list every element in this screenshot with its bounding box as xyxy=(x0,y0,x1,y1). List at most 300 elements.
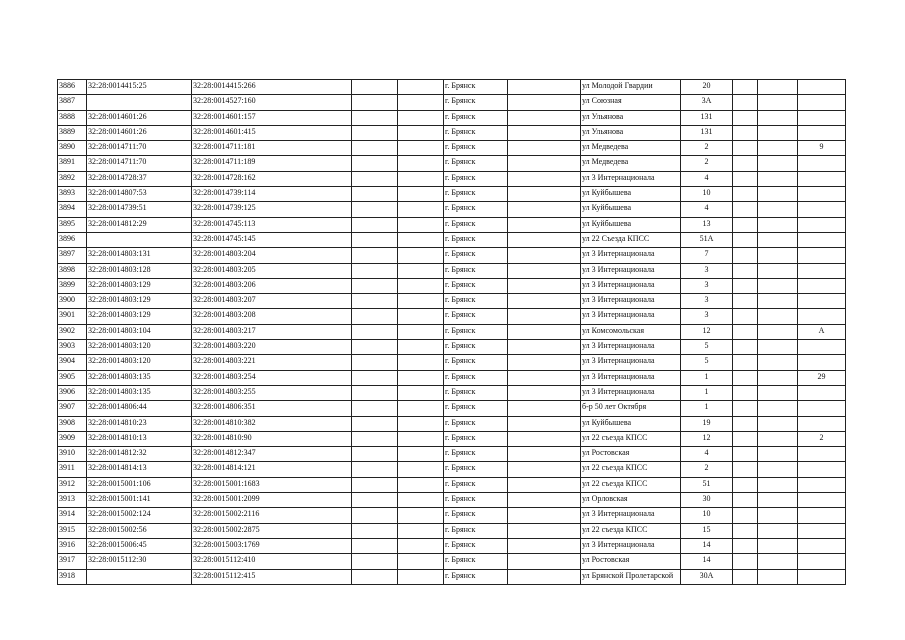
street-cell: ул Орловская xyxy=(581,493,681,508)
table-row xyxy=(58,340,846,355)
empty-cell xyxy=(758,554,798,569)
cadastral-number: 32:28:0015002:2116 xyxy=(192,508,352,523)
empty-cell xyxy=(398,278,444,293)
empty-cell xyxy=(733,493,758,508)
street-cell: ул 3 Интернационала xyxy=(581,309,681,324)
empty-cell xyxy=(352,538,398,553)
empty-cell xyxy=(352,232,398,247)
extra-cell xyxy=(798,309,846,324)
street-cell: ул 22 съезда КПСС xyxy=(581,523,681,538)
empty-cell xyxy=(398,202,444,217)
house-number-cell: 2 xyxy=(681,141,733,156)
empty-cell xyxy=(398,324,444,339)
empty-cell xyxy=(758,202,798,217)
empty-cell xyxy=(758,80,798,95)
table-row xyxy=(58,187,846,202)
empty-cell xyxy=(508,493,581,508)
cadastral-number: 32:28:0015002:2875 xyxy=(192,523,352,538)
empty-cell xyxy=(508,523,581,538)
street-cell: ул 3 Интернационала xyxy=(581,278,681,293)
empty-cell xyxy=(508,294,581,309)
empty-cell xyxy=(733,538,758,553)
empty-cell xyxy=(733,217,758,232)
table-row xyxy=(58,462,846,477)
extra-cell xyxy=(798,202,846,217)
empty-cell xyxy=(398,508,444,523)
extra-cell xyxy=(798,110,846,125)
empty-cell xyxy=(758,156,798,171)
parent-cadastral-number: 32:28:0014810:23 xyxy=(87,416,192,431)
extra-cell xyxy=(798,263,846,278)
empty-cell xyxy=(508,538,581,553)
parent-cadastral-number: 32:28:0014814:13 xyxy=(87,462,192,477)
empty-cell xyxy=(758,248,798,263)
empty-cell xyxy=(352,309,398,324)
empty-cell xyxy=(508,370,581,385)
city-cell: г. Брянск xyxy=(444,370,508,385)
extra-cell xyxy=(798,538,846,553)
extra-cell: 2 xyxy=(798,431,846,446)
street-cell: ул Комсомольская xyxy=(581,324,681,339)
empty-cell xyxy=(352,554,398,569)
row-number: 3913 xyxy=(58,493,87,508)
empty-cell xyxy=(733,80,758,95)
row-number: 3888 xyxy=(58,110,87,125)
extra-cell xyxy=(798,95,846,110)
street-cell: ул 3 Интернационала xyxy=(581,385,681,400)
parent-cadastral-number: 32:28:0014803:128 xyxy=(87,263,192,278)
empty-cell xyxy=(352,370,398,385)
house-number-cell: 14 xyxy=(681,554,733,569)
parent-cadastral-number xyxy=(87,232,192,247)
city-cell: г. Брянск xyxy=(444,477,508,492)
table-body xyxy=(58,80,846,585)
table-row xyxy=(58,355,846,370)
empty-cell xyxy=(398,187,444,202)
row-number: 3893 xyxy=(58,187,87,202)
empty-cell xyxy=(733,462,758,477)
table-row xyxy=(58,80,846,95)
row-number: 3908 xyxy=(58,416,87,431)
empty-cell xyxy=(733,416,758,431)
empty-cell xyxy=(398,80,444,95)
empty-cell xyxy=(758,171,798,186)
house-number-cell: 30 xyxy=(681,493,733,508)
empty-cell xyxy=(733,248,758,263)
parent-cadastral-number: 32:28:0014739:51 xyxy=(87,202,192,217)
cadastral-number: 32:28:0014728:162 xyxy=(192,171,352,186)
extra-cell xyxy=(798,248,846,263)
house-number-cell: 3 xyxy=(681,294,733,309)
empty-cell xyxy=(508,355,581,370)
extra-cell xyxy=(798,554,846,569)
empty-cell xyxy=(758,370,798,385)
empty-cell xyxy=(508,187,581,202)
cadastral-number: 32:28:0015001:2099 xyxy=(192,493,352,508)
house-number-cell: 3 xyxy=(681,309,733,324)
empty-cell xyxy=(352,431,398,446)
empty-cell xyxy=(398,340,444,355)
street-cell: ул 3 Интернационала xyxy=(581,508,681,523)
empty-cell xyxy=(758,95,798,110)
table-row xyxy=(58,171,846,186)
city-cell: г. Брянск xyxy=(444,110,508,125)
empty-cell xyxy=(758,324,798,339)
empty-cell xyxy=(352,385,398,400)
house-number-cell: 1 xyxy=(681,401,733,416)
house-number-cell: 12 xyxy=(681,324,733,339)
city-cell: г. Брянск xyxy=(444,355,508,370)
empty-cell xyxy=(733,324,758,339)
house-number-cell: 3А xyxy=(681,95,733,110)
row-number: 3912 xyxy=(58,477,87,492)
empty-cell xyxy=(758,294,798,309)
empty-cell xyxy=(508,447,581,462)
empty-cell xyxy=(352,202,398,217)
empty-cell xyxy=(508,462,581,477)
table-row xyxy=(58,110,846,125)
empty-cell xyxy=(758,355,798,370)
parent-cadastral-number: 32:28:0014711:70 xyxy=(87,141,192,156)
empty-cell xyxy=(733,554,758,569)
extra-cell xyxy=(798,569,846,584)
empty-cell xyxy=(733,141,758,156)
empty-cell xyxy=(398,447,444,462)
empty-cell xyxy=(398,248,444,263)
city-cell: г. Брянск xyxy=(444,95,508,110)
city-cell: г. Брянск xyxy=(444,217,508,232)
empty-cell xyxy=(758,263,798,278)
street-cell: ул 3 Интернационала xyxy=(581,248,681,263)
cadastral-number: 32:28:0014803:205 xyxy=(192,263,352,278)
empty-cell xyxy=(758,401,798,416)
table-row xyxy=(58,554,846,569)
empty-cell xyxy=(398,493,444,508)
table-row xyxy=(58,431,846,446)
empty-cell xyxy=(352,95,398,110)
house-number-cell: 13 xyxy=(681,217,733,232)
parent-cadastral-number: 32:28:0014803:131 xyxy=(87,248,192,263)
cadastral-number: 32:28:0014711:189 xyxy=(192,156,352,171)
empty-cell xyxy=(508,156,581,171)
parent-cadastral-number: 32:28:0014810:13 xyxy=(87,431,192,446)
city-cell: г. Брянск xyxy=(444,538,508,553)
city-cell: г. Брянск xyxy=(444,523,508,538)
extra-cell: 9 xyxy=(798,141,846,156)
extra-cell xyxy=(798,523,846,538)
empty-cell xyxy=(398,125,444,140)
empty-cell xyxy=(352,447,398,462)
empty-cell xyxy=(508,95,581,110)
empty-cell xyxy=(508,508,581,523)
house-number-cell: 131 xyxy=(681,110,733,125)
cadastral-number: 32:28:0014739:114 xyxy=(192,187,352,202)
empty-cell xyxy=(508,278,581,293)
row-number: 3895 xyxy=(58,217,87,232)
parent-cadastral-number: 32:28:0014803:104 xyxy=(87,324,192,339)
parent-cadastral-number: 32:28:0014812:29 xyxy=(87,217,192,232)
empty-cell xyxy=(398,477,444,492)
empty-cell xyxy=(398,263,444,278)
empty-cell xyxy=(508,232,581,247)
empty-cell xyxy=(352,477,398,492)
table-row xyxy=(58,217,846,232)
empty-cell xyxy=(508,477,581,492)
empty-cell xyxy=(758,187,798,202)
empty-cell xyxy=(508,401,581,416)
cadastral-number: 32:28:0014810:382 xyxy=(192,416,352,431)
street-cell: ул Куйбышева xyxy=(581,187,681,202)
street-cell: ул Союзная xyxy=(581,95,681,110)
empty-cell xyxy=(758,477,798,492)
extra-cell xyxy=(798,447,846,462)
city-cell: г. Брянск xyxy=(444,263,508,278)
street-cell: ул 3 Интернационала xyxy=(581,370,681,385)
table-row xyxy=(58,141,846,156)
empty-cell xyxy=(733,187,758,202)
empty-cell xyxy=(758,447,798,462)
cadastral-number: 32:28:0014803:204 xyxy=(192,248,352,263)
empty-cell xyxy=(352,294,398,309)
city-cell: г. Брянск xyxy=(444,324,508,339)
empty-cell xyxy=(758,508,798,523)
city-cell: г. Брянск xyxy=(444,508,508,523)
parent-cadastral-number: 32:28:0014601:26 xyxy=(87,110,192,125)
street-cell: ул Ульянова xyxy=(581,110,681,125)
extra-cell xyxy=(798,294,846,309)
empty-cell xyxy=(733,523,758,538)
house-number-cell: 10 xyxy=(681,187,733,202)
house-number-cell: 51 xyxy=(681,477,733,492)
parent-cadastral-number: 32:28:0014807:53 xyxy=(87,187,192,202)
cadastral-number: 32:28:0014803:206 xyxy=(192,278,352,293)
empty-cell xyxy=(733,156,758,171)
row-number: 3915 xyxy=(58,523,87,538)
row-number: 3899 xyxy=(58,278,87,293)
street-cell: ул Брянской Пролетарской xyxy=(581,569,681,584)
empty-cell xyxy=(733,171,758,186)
empty-cell xyxy=(758,523,798,538)
empty-cell xyxy=(733,95,758,110)
parent-cadastral-number xyxy=(87,569,192,584)
house-number-cell: 12 xyxy=(681,431,733,446)
parent-cadastral-number: 32:28:0015001:106 xyxy=(87,477,192,492)
empty-cell xyxy=(352,263,398,278)
cadastral-number: 32:28:0014711:181 xyxy=(192,141,352,156)
table-row xyxy=(58,294,846,309)
street-cell: ул 22 Съезда КПСС xyxy=(581,232,681,247)
parent-cadastral-number: 32:28:0014803:120 xyxy=(87,355,192,370)
row-number: 3896 xyxy=(58,232,87,247)
row-number: 3887 xyxy=(58,95,87,110)
row-number: 3904 xyxy=(58,355,87,370)
cadastral-number: 32:28:0014745:145 xyxy=(192,232,352,247)
empty-cell xyxy=(508,80,581,95)
cadastral-number: 32:28:0014803:217 xyxy=(192,324,352,339)
empty-cell xyxy=(733,385,758,400)
table-row xyxy=(58,447,846,462)
empty-cell xyxy=(352,187,398,202)
empty-cell xyxy=(352,523,398,538)
extra-cell xyxy=(798,340,846,355)
street-cell: ул Куйбышева xyxy=(581,202,681,217)
empty-cell xyxy=(758,340,798,355)
empty-cell xyxy=(758,217,798,232)
street-cell: ул Куйбышева xyxy=(581,416,681,431)
extra-cell xyxy=(798,493,846,508)
cadastral-number: 32:28:0014527:160 xyxy=(192,95,352,110)
city-cell: г. Брянск xyxy=(444,462,508,477)
empty-cell xyxy=(733,232,758,247)
empty-cell xyxy=(398,538,444,553)
extra-cell: 29 xyxy=(798,370,846,385)
empty-cell xyxy=(352,416,398,431)
parent-cadastral-number xyxy=(87,95,192,110)
empty-cell xyxy=(398,141,444,156)
empty-cell xyxy=(733,294,758,309)
extra-cell xyxy=(798,477,846,492)
empty-cell xyxy=(398,569,444,584)
street-cell: ул 3 Интернационала xyxy=(581,355,681,370)
extra-cell xyxy=(798,462,846,477)
street-cell: ул Куйбышева xyxy=(581,217,681,232)
cadastral-number: 32:28:0014803:221 xyxy=(192,355,352,370)
empty-cell xyxy=(733,263,758,278)
cadastral-number: 32:28:0014803:254 xyxy=(192,370,352,385)
house-number-cell: 4 xyxy=(681,171,733,186)
extra-cell: А xyxy=(798,324,846,339)
city-cell: г. Брянск xyxy=(444,416,508,431)
city-cell: г. Брянск xyxy=(444,171,508,186)
cadastral-number: 32:28:0014812:347 xyxy=(192,447,352,462)
house-number-cell: 5 xyxy=(681,340,733,355)
cadastral-number: 32:28:0014415:266 xyxy=(192,80,352,95)
empty-cell xyxy=(352,110,398,125)
row-number: 3889 xyxy=(58,125,87,140)
table-row xyxy=(58,263,846,278)
parent-cadastral-number: 32:28:0015001:141 xyxy=(87,493,192,508)
house-number-cell: 4 xyxy=(681,447,733,462)
empty-cell xyxy=(398,401,444,416)
extra-cell xyxy=(798,171,846,186)
house-number-cell: 20 xyxy=(681,80,733,95)
empty-cell xyxy=(352,340,398,355)
city-cell: г. Брянск xyxy=(444,80,508,95)
cadastral-number: 32:28:0015112:410 xyxy=(192,554,352,569)
empty-cell xyxy=(398,294,444,309)
house-number-cell: 10 xyxy=(681,508,733,523)
empty-cell xyxy=(733,110,758,125)
street-cell: ул Ростовская xyxy=(581,554,681,569)
cadastral-number: 32:28:0014814:121 xyxy=(192,462,352,477)
cadastral-number: 32:28:0014601:415 xyxy=(192,125,352,140)
empty-cell xyxy=(733,355,758,370)
empty-cell xyxy=(758,232,798,247)
cadastral-number: 32:28:0014803:207 xyxy=(192,294,352,309)
row-number: 3902 xyxy=(58,324,87,339)
row-number: 3916 xyxy=(58,538,87,553)
row-number: 3911 xyxy=(58,462,87,477)
row-number: 3891 xyxy=(58,156,87,171)
empty-cell xyxy=(398,523,444,538)
house-number-cell: 5 xyxy=(681,355,733,370)
table-row xyxy=(58,232,846,247)
empty-cell xyxy=(398,309,444,324)
empty-cell xyxy=(758,569,798,584)
table-row xyxy=(58,477,846,492)
city-cell: г. Брянск xyxy=(444,125,508,140)
empty-cell xyxy=(733,508,758,523)
empty-cell xyxy=(352,324,398,339)
cadastral-number: 32:28:0014803:255 xyxy=(192,385,352,400)
street-cell: ул 22 съезда КПСС xyxy=(581,477,681,492)
empty-cell xyxy=(758,385,798,400)
empty-cell xyxy=(352,355,398,370)
house-number-cell: 15 xyxy=(681,523,733,538)
table-row xyxy=(58,569,846,584)
house-number-cell: 51А xyxy=(681,232,733,247)
extra-cell xyxy=(798,125,846,140)
row-number: 3892 xyxy=(58,171,87,186)
cadastral-number: 32:28:0014745:113 xyxy=(192,217,352,232)
row-number: 3906 xyxy=(58,385,87,400)
table-row xyxy=(58,385,846,400)
extra-cell xyxy=(798,508,846,523)
street-cell: ул 22 съезда КПСС xyxy=(581,462,681,477)
cadastral-number: 32:28:0014803:208 xyxy=(192,309,352,324)
row-number: 3903 xyxy=(58,340,87,355)
empty-cell xyxy=(758,309,798,324)
empty-cell xyxy=(758,110,798,125)
empty-cell xyxy=(508,202,581,217)
street-cell: ул Медведева xyxy=(581,141,681,156)
parent-cadastral-number: 32:28:0014803:129 xyxy=(87,309,192,324)
empty-cell xyxy=(508,554,581,569)
empty-cell xyxy=(733,202,758,217)
empty-cell xyxy=(758,538,798,553)
street-cell: ул 3 Интернационала xyxy=(581,171,681,186)
extra-cell xyxy=(798,217,846,232)
table-row xyxy=(58,523,846,538)
city-cell: г. Брянск xyxy=(444,309,508,324)
parent-cadastral-number: 32:28:0014415:25 xyxy=(87,80,192,95)
table-row xyxy=(58,125,846,140)
table-row xyxy=(58,493,846,508)
empty-cell xyxy=(758,416,798,431)
empty-cell xyxy=(733,477,758,492)
parent-cadastral-number: 32:28:0014806:44 xyxy=(87,401,192,416)
parent-cadastral-number: 32:28:0014803:120 xyxy=(87,340,192,355)
street-cell: ул 3 Интернационала xyxy=(581,538,681,553)
empty-cell xyxy=(352,171,398,186)
empty-cell xyxy=(508,263,581,278)
house-number-cell: 1 xyxy=(681,370,733,385)
empty-cell xyxy=(733,569,758,584)
empty-cell xyxy=(398,370,444,385)
street-cell: б-р 50 лет Октября xyxy=(581,401,681,416)
empty-cell xyxy=(352,569,398,584)
empty-cell xyxy=(398,462,444,477)
empty-cell xyxy=(398,156,444,171)
parent-cadastral-number: 32:28:0014711:70 xyxy=(87,156,192,171)
row-number: 3900 xyxy=(58,294,87,309)
empty-cell xyxy=(352,508,398,523)
empty-cell xyxy=(508,569,581,584)
empty-cell xyxy=(398,110,444,125)
city-cell: г. Брянск xyxy=(444,202,508,217)
house-number-cell: 1 xyxy=(681,385,733,400)
table-row xyxy=(58,202,846,217)
